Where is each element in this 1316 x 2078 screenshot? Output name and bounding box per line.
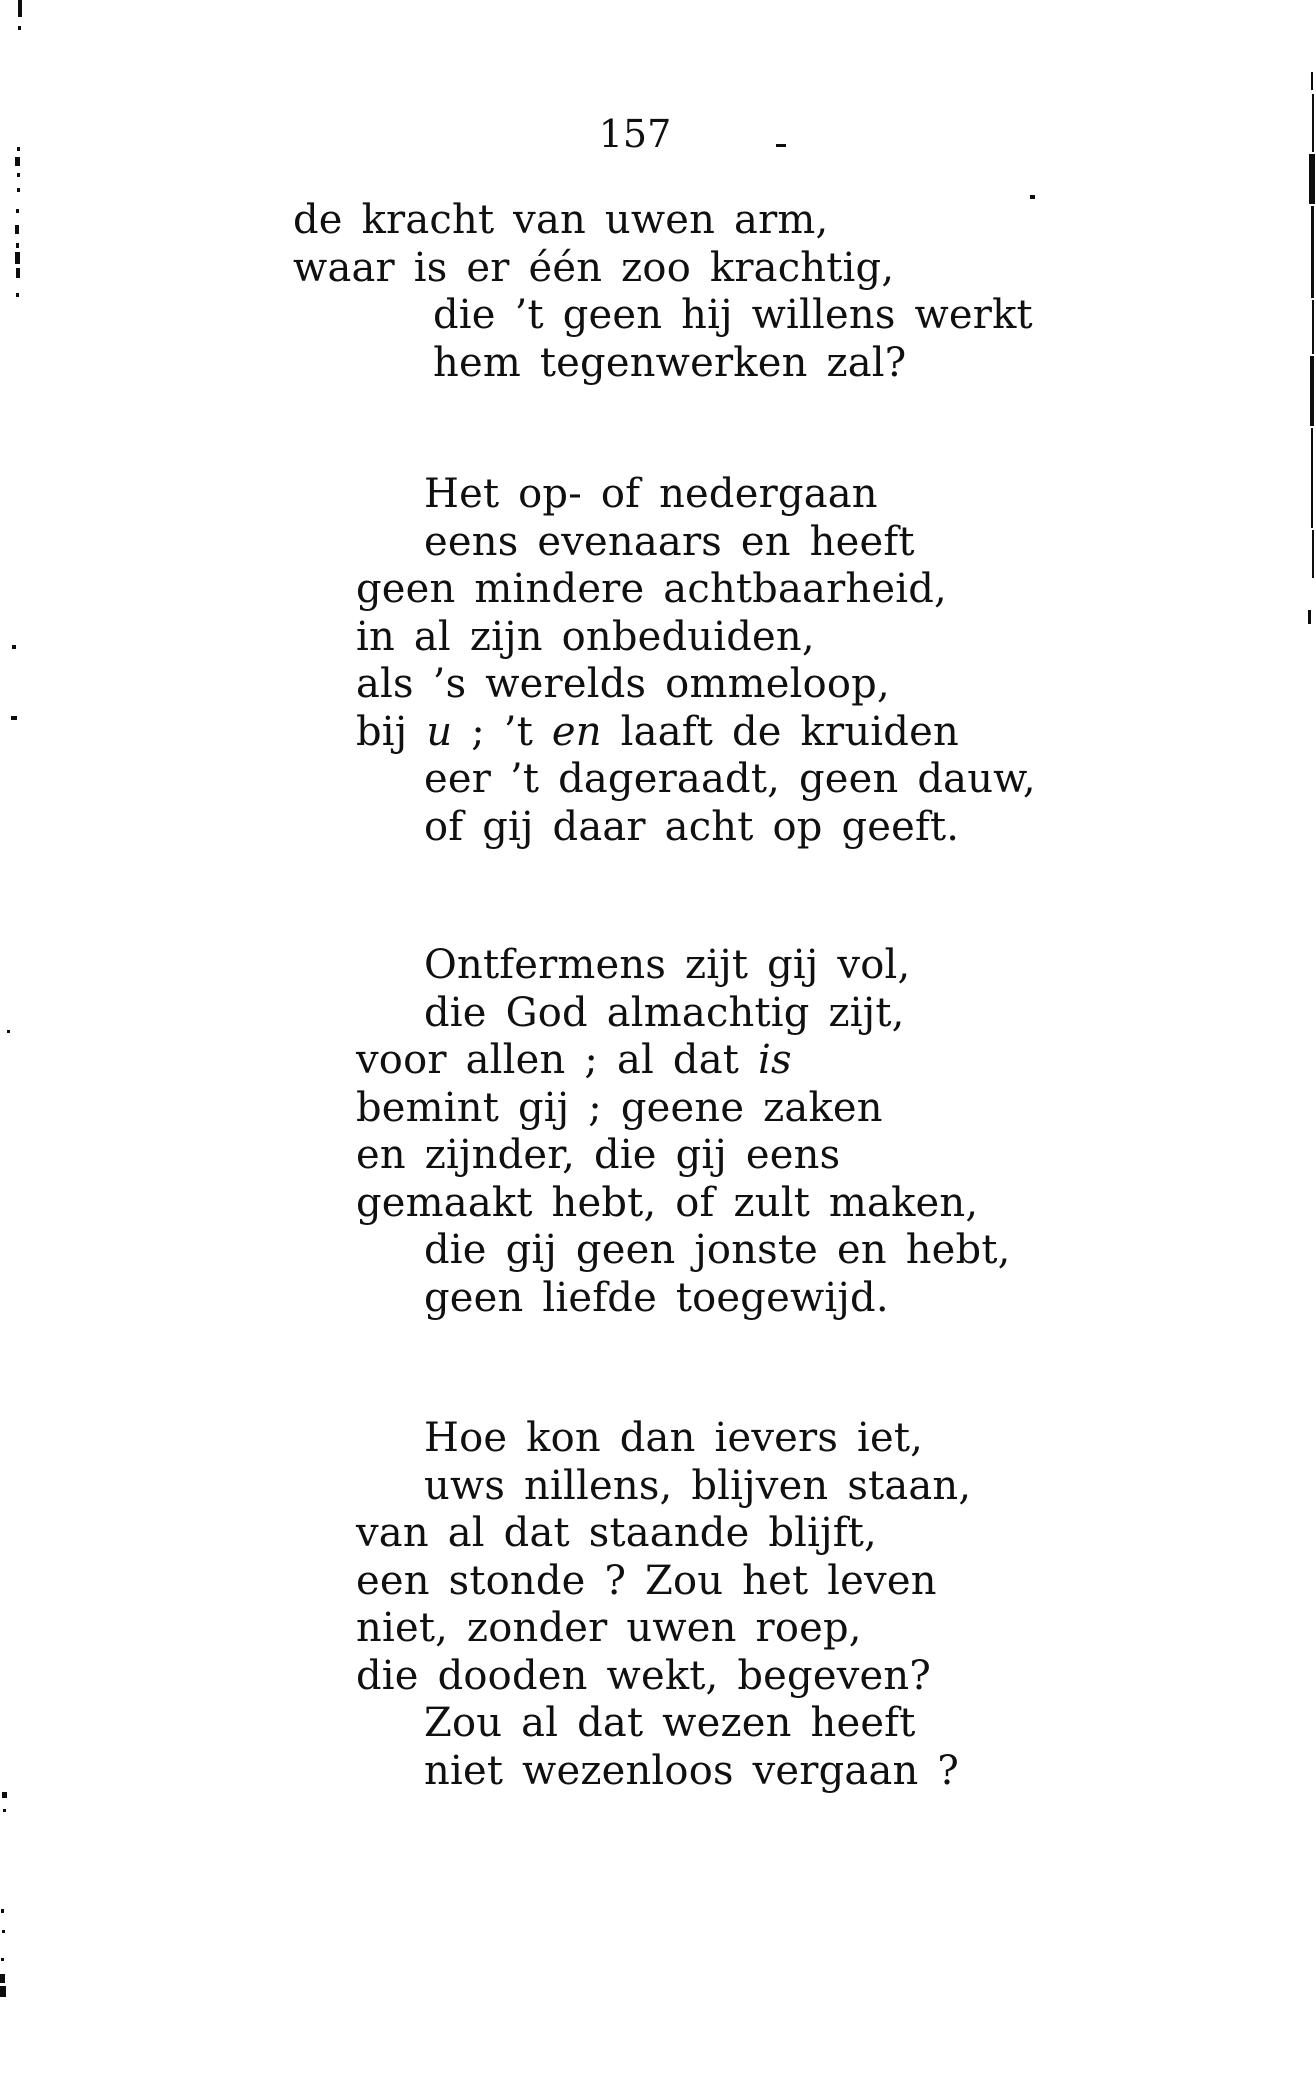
- scan-artifact: [1308, 610, 1311, 624]
- scan-artifact: [15, 252, 20, 264]
- poem-line: bij u ; ’t en laaft de kruiden: [356, 708, 959, 755]
- scan-artifact: [2, 1930, 5, 1933]
- poem-line: waar is er één zoo krachtig,: [293, 244, 895, 291]
- poem-line: en zijnder, die gij eens: [356, 1132, 841, 1178]
- poem-line: die dooden wekt, begeven?: [356, 1652, 931, 1699]
- scan-artifact: [1311, 206, 1314, 298]
- scan-artifact: [17, 173, 20, 177]
- poem-line: die gij geen jonste en hebt,: [424, 1227, 1011, 1273]
- poem-line: eens evenaars en heeft: [424, 518, 915, 565]
- scan-artifact: [12, 645, 16, 649]
- poem-line: Het op- of nedergaan: [424, 471, 878, 517]
- poem-line: geen liefde toegewijd.: [424, 1274, 889, 1321]
- poem-line: Ontfermens zijt gij vol,: [424, 942, 911, 988]
- poem-line: Hoe kon dan ievers iet,: [424, 1415, 924, 1461]
- stanza: [356, 942, 1011, 1322]
- scan-artifact: [16, 209, 19, 213]
- poem-line: of gij daar acht op geeft.: [424, 803, 960, 850]
- scan-artifact: [0, 1974, 5, 1983]
- scan-artifact: [3, 1809, 6, 1812]
- scan-artifact: [1, 1958, 4, 1961]
- scan-artifact: [17, 147, 20, 151]
- scan-artifact: [1312, 94, 1314, 152]
- poem-line: van al dat staande blijft,: [356, 1510, 877, 1556]
- scan-artifact: [18, 26, 21, 30]
- poem-line: een stonde ? Zou het leven: [356, 1557, 937, 1604]
- scan-artifact: [1310, 356, 1314, 426]
- poem-line: eer ’t dageraadt, geen dauw,: [424, 756, 1036, 802]
- poem-line: niet, zonder uwen roep,: [356, 1605, 862, 1651]
- stanza: [293, 197, 1033, 387]
- stanza: [356, 471, 1036, 851]
- scan-artifact: [1311, 428, 1313, 528]
- poem-line: die God almachtig zijt,: [424, 989, 905, 1036]
- scan-artifact: [1312, 530, 1314, 578]
- scan-artifact: [15, 157, 20, 166]
- poem-line: gemaakt hebt, of zult maken,: [356, 1179, 979, 1226]
- page-number: 157: [598, 112, 672, 156]
- scan-artifact: [7, 1030, 10, 1033]
- scan-artifact: [18, 0, 22, 17]
- poem-line: Zou al dat wezen heeft: [424, 1700, 916, 1746]
- poem-line: als ’s werelds ommeloop,: [356, 661, 890, 707]
- poem-line: in al zijn onbeduiden,: [356, 613, 815, 660]
- poem-line: de kracht van uwen arm,: [293, 197, 829, 243]
- scan-artifact: [776, 144, 786, 147]
- stanza: [356, 1415, 971, 1795]
- scan-artifact: [1030, 195, 1035, 199]
- scan-artifact: [1309, 154, 1315, 204]
- scan-artifact: [0, 1986, 6, 1997]
- scan-artifact: [1311, 72, 1313, 90]
- scan-artifact: [1, 1909, 4, 1913]
- scan-artifact: [2, 1792, 7, 1798]
- poem-line: geen mindere achtbaarheid,: [356, 566, 947, 612]
- scan-artifact: [1312, 300, 1314, 354]
- poem-line: voor allen ; al dat is: [356, 1037, 792, 1083]
- scan-artifact: [15, 225, 19, 234]
- poem-line: die ’t geen hij willens werkt: [433, 292, 1033, 338]
- scan-artifact: [16, 243, 19, 248]
- poem-line: hem tegenwerken zal?: [433, 339, 907, 386]
- scan-artifact: [17, 188, 20, 192]
- scan-artifact: [16, 268, 20, 278]
- scan-artifact: [16, 293, 19, 297]
- poem-line: uws nillens, blijven staan,: [424, 1462, 972, 1509]
- poem-line: niet wezenloos vergaan ?: [424, 1747, 960, 1794]
- poem-line: bemint gij ; geene zaken: [356, 1084, 883, 1131]
- scan-artifact: [11, 716, 17, 720]
